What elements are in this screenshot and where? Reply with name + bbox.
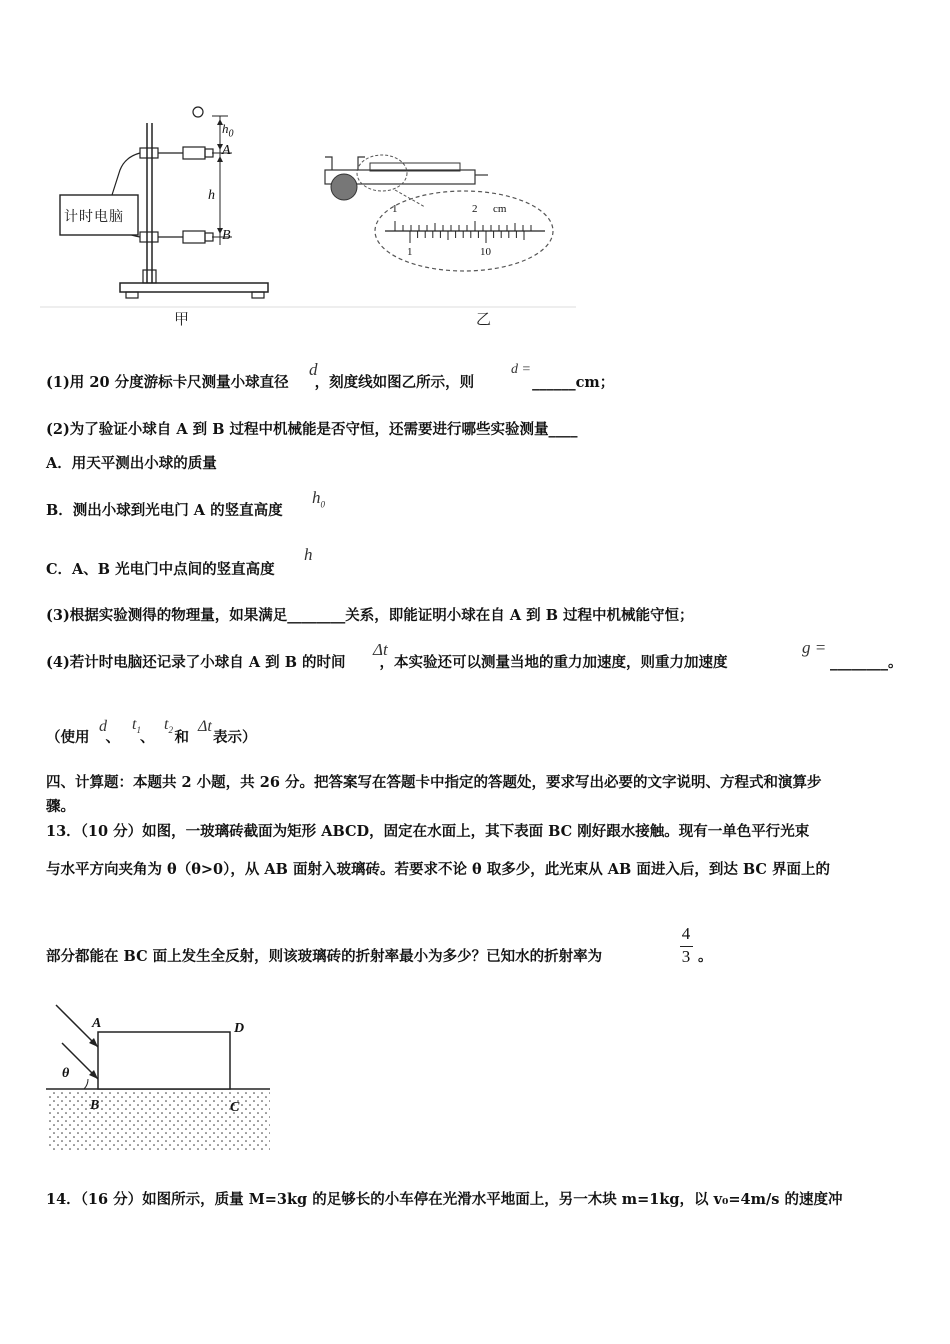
q12-part1-pre: (1)用 20 分度游标卡尺测量小球直径 xyxy=(46,374,289,391)
var-d-2: d xyxy=(99,718,107,735)
var-h: h xyxy=(304,545,313,564)
var-delta-t-2: Δt xyxy=(198,718,212,735)
eq-d: d = xyxy=(511,362,531,377)
q12-option-a: A．用天平测出小球的质量 xyxy=(46,455,217,472)
h0-label-sub: 0 xyxy=(228,128,234,140)
q13-line2: 与水平方向夹角为 θ（θ>0），从 AB 面射入玻璃砖。若要求不论 θ 取多少，此光束从 AB 面进入后，到达 BC 界面上的 xyxy=(46,861,831,878)
q12-part5-sep2: 、 xyxy=(140,729,155,746)
scale-vernier-1: 1 xyxy=(407,246,413,258)
section4-line2: 骤。 xyxy=(46,798,75,815)
glass-brick-figure xyxy=(44,995,274,1160)
var-t2 xyxy=(164,716,173,735)
q12-option-b: B．测出小球到光电门 A 的竖直高度 xyxy=(46,502,283,519)
h0-label xyxy=(222,121,234,140)
q12-part5 xyxy=(46,729,257,748)
q12-part1-blank: ______cm； xyxy=(532,374,615,391)
glass-brick-diagram xyxy=(44,995,274,1160)
scale-main-1: 1 xyxy=(392,203,398,215)
var-t2-t: t xyxy=(164,716,169,733)
caption-yi: 乙 xyxy=(476,310,492,328)
main-scale-ticks xyxy=(395,221,531,231)
q12-part5-pre: （使用 xyxy=(46,729,90,746)
eq-g: g = xyxy=(802,638,827,657)
var-t1-sub: 1 xyxy=(136,725,141,736)
q12-part1-mid: ，刻度线如图乙所示，则 xyxy=(314,374,475,391)
q14-line1: 14．（16 分）如图所示，质量 M=3kg 的足够长的小车停在光滑水平地面上，另一木块 m=1kg，以 v₀=4m/s 的速度冲 xyxy=(46,1191,843,1208)
var-t1 xyxy=(132,716,141,735)
var-t1-t: t xyxy=(132,716,137,733)
q12-part4-mid: ，本实验还可以测量当地的重力加速度，则重力加速度 xyxy=(379,654,728,671)
q12-part3: (3)根据实验测得的物理量，如果满足________关系，即能证明小球在自 A 到 B 过程中机械能守恒； xyxy=(46,607,694,624)
q12-part5-sep1: 、 xyxy=(105,729,120,746)
var-t2-sub: 2 xyxy=(168,725,173,736)
q12-part5-and: 和 xyxy=(174,729,189,746)
scale-main-2: 2 xyxy=(472,203,478,215)
fraction-denominator: 3 xyxy=(681,947,691,966)
q12-option-c: C．A、B 光电门中点间的竖直高度 xyxy=(46,561,275,578)
var-h0-h: h xyxy=(312,488,321,507)
gate-b-label: B xyxy=(222,228,231,243)
q12-part5-post: 表示） xyxy=(213,729,257,746)
fig-label-d: D xyxy=(234,1021,245,1036)
var-h0-sub: 0 xyxy=(320,499,325,510)
vernier-scale-ticks xyxy=(410,231,524,243)
computer-label: 计时电脑 xyxy=(64,209,124,225)
fig-label-a: A xyxy=(92,1016,102,1031)
q13-line1: 13．（10 分）如图，一玻璃砖截面为矩形 ABCD，固定在水面上，其下表面 BC 刚好跟水接触。现有一单色平行光束 xyxy=(46,823,810,840)
h-label: h xyxy=(208,188,215,203)
gate-a-label: A xyxy=(222,143,231,158)
h0-label-h: h xyxy=(222,121,229,136)
fraction-numerator: 4 xyxy=(681,924,691,943)
var-h0 xyxy=(312,488,325,509)
scale-unit: cm xyxy=(493,203,507,215)
q13-line3: 部分都能在 BC 面上发生全反射，则该玻璃砖的折射率最小为多少？已知水的折射率为 xyxy=(46,948,603,965)
caption-jia: 甲 xyxy=(174,310,190,328)
section4-line1: 四、计算题：本题共 2 小题，共 26 分。把答案写在答题卡中指定的答题处，要求写出必要的文字说明、方程式和演算步 xyxy=(46,774,822,791)
fig-label-b: B xyxy=(90,1098,100,1113)
fig-label-c: C xyxy=(230,1100,240,1115)
q12-part2: (2)为了验证小球自 A 到 B 过程中机械能是否守恒，还需要进行哪些实验测量____ xyxy=(46,421,578,438)
var-d: d xyxy=(309,360,318,379)
scale-vernier-10: 10 xyxy=(480,246,491,258)
fig-label-theta: θ xyxy=(62,1066,70,1081)
var-delta-t: Δt xyxy=(373,640,388,659)
q13-line3-end: 。 xyxy=(698,948,713,965)
q12-part4-pre: (4)若计时电脑还记录了小球自 A 到 B 的时间 xyxy=(46,654,346,671)
q12-part4-blank: ________。 xyxy=(830,654,903,671)
